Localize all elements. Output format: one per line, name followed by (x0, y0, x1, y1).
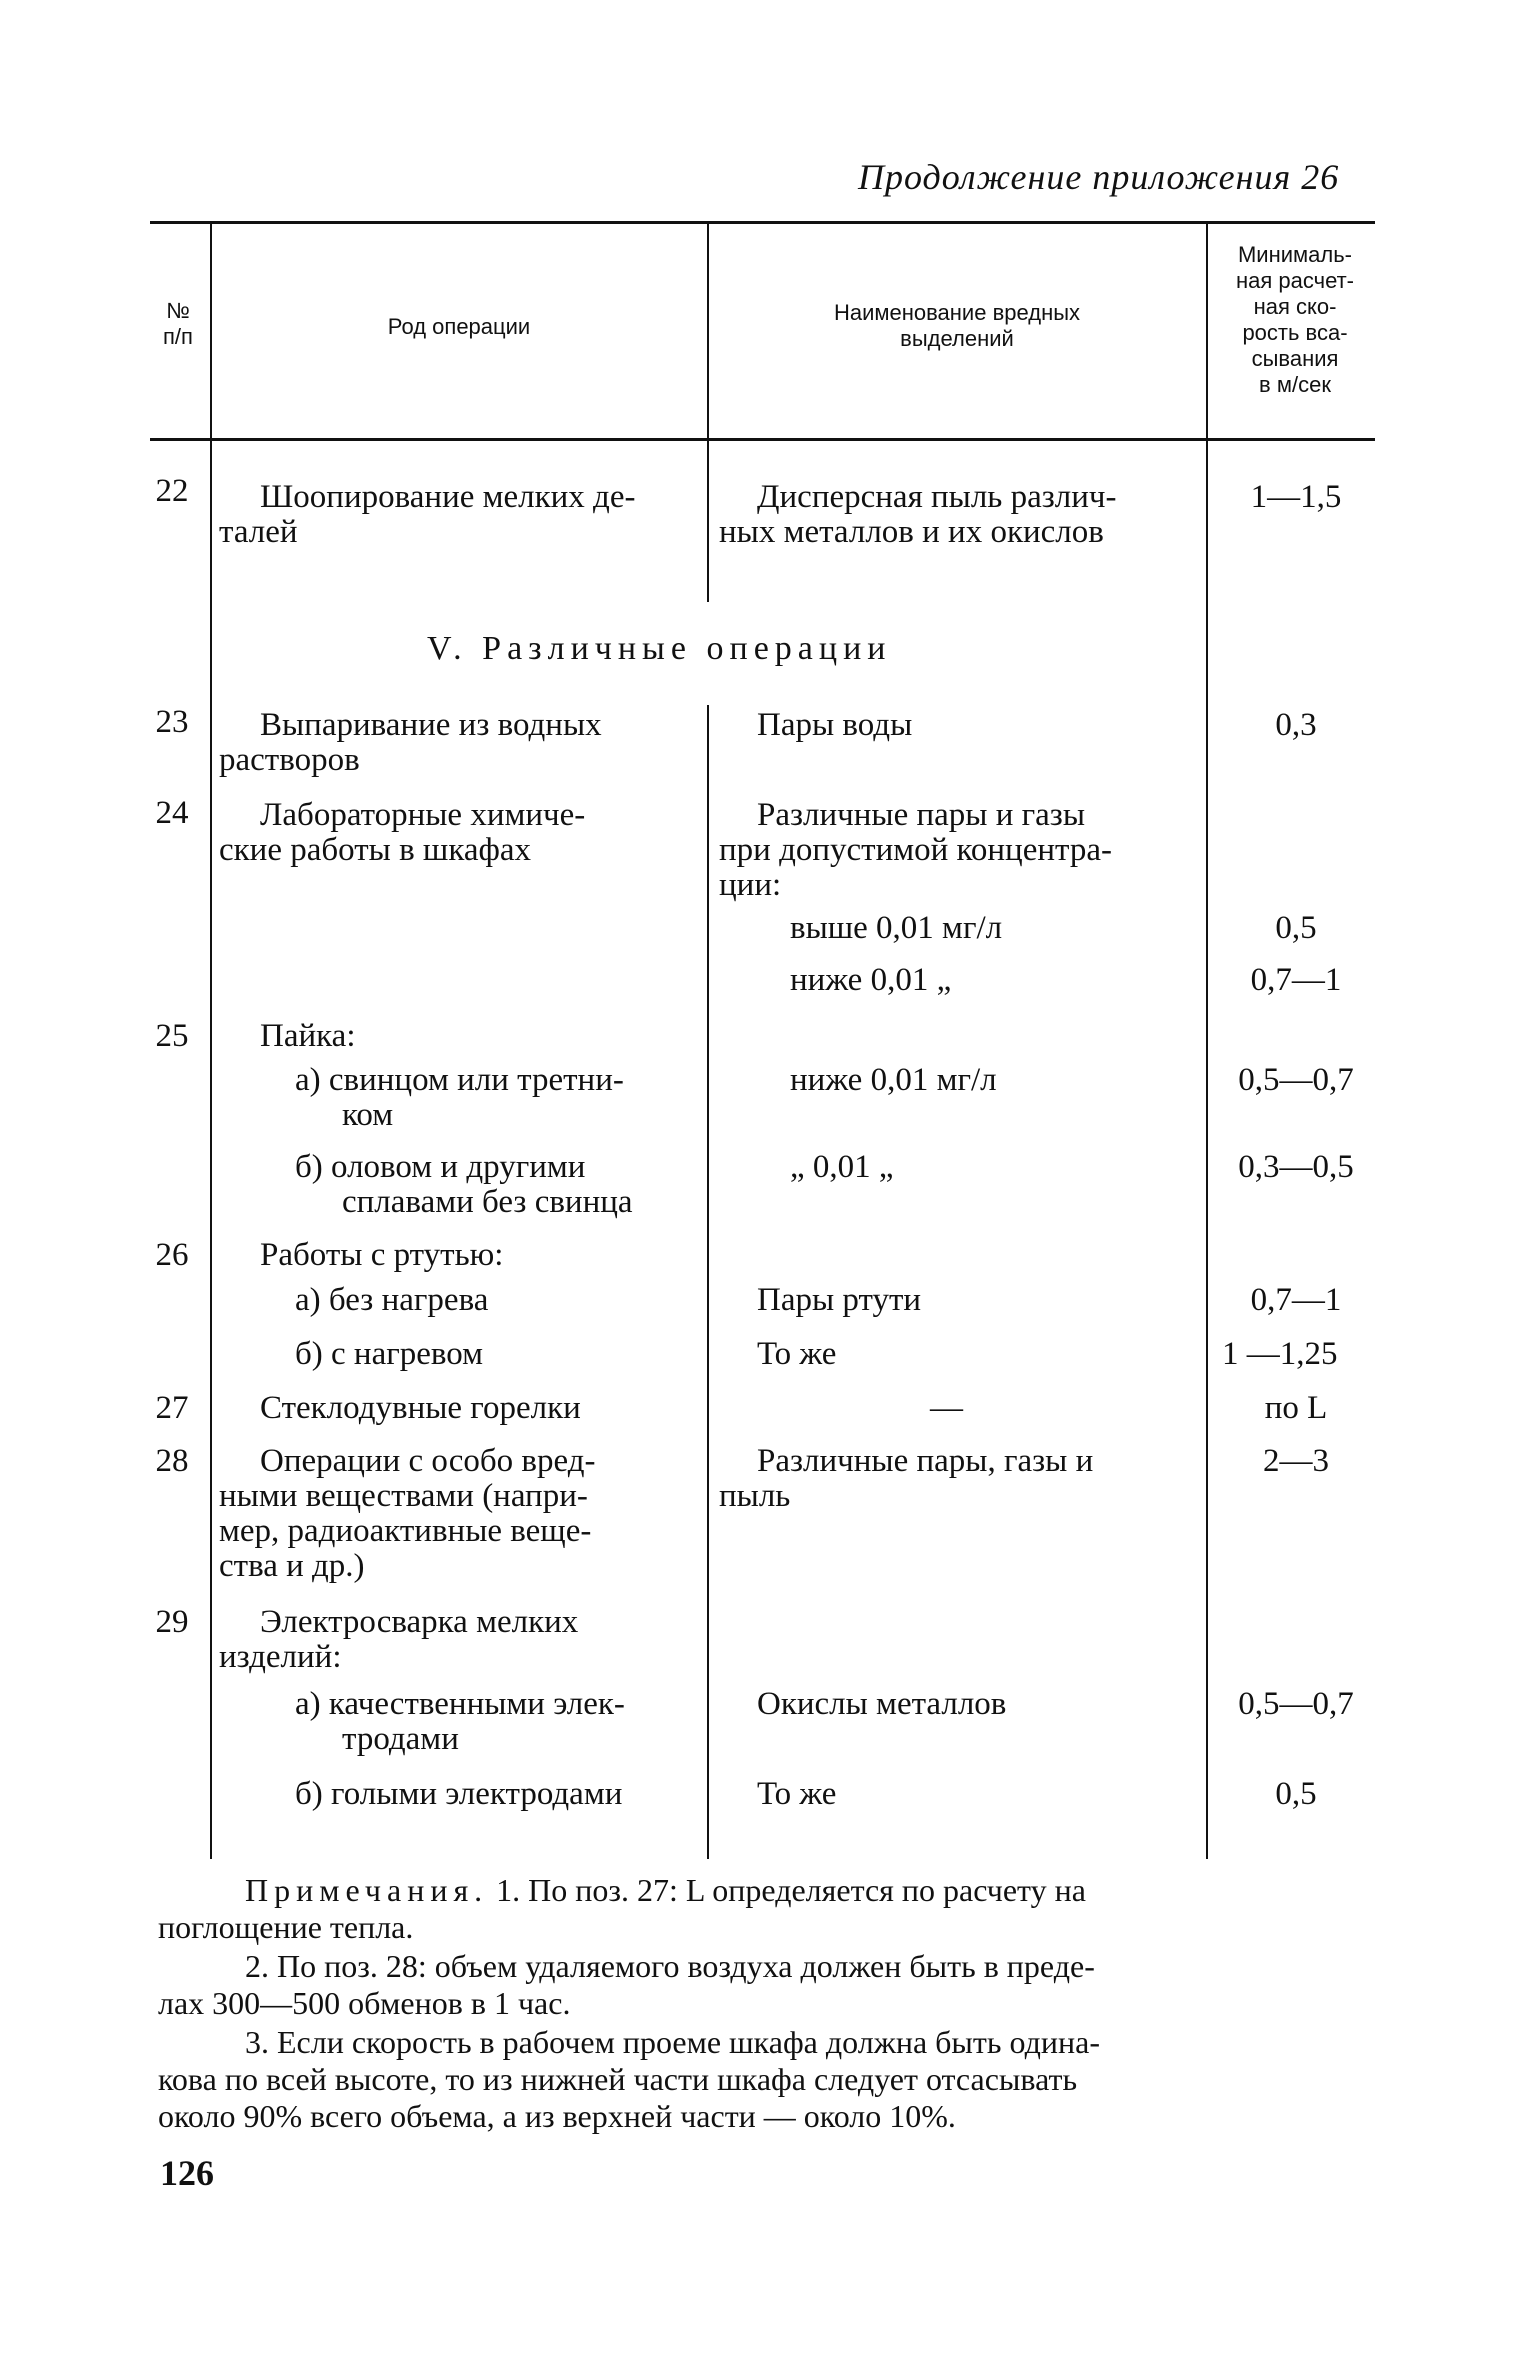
col-header-operation: Род операции (387, 314, 531, 339)
operation-cell: б) голыми электродами (295, 1776, 623, 1812)
speed-cell: 0,7—1 (1250, 962, 1342, 998)
operation-cell: а) качественными элек- (295, 1686, 625, 1722)
row-number: 22 (155, 473, 189, 509)
speed-cell: по L (1264, 1390, 1328, 1426)
notes-heading: Примечания. (245, 1872, 489, 1908)
operation-cell: а) без нагрева (295, 1282, 489, 1318)
page-number: 126 (160, 2153, 214, 2193)
note-1-cont: поглощение тепла. (158, 1909, 414, 1945)
speed-cell: 0,3 (1275, 707, 1317, 743)
speed-cell: 0,5 (1275, 1776, 1317, 1812)
column-divider-2b (707, 705, 709, 1859)
harmful-cell: То же (757, 1776, 837, 1812)
harmful-cell: Окислы металлов (757, 1686, 1007, 1722)
column-divider-3 (1206, 224, 1208, 1859)
harmful-cell: Различные пары, газы и (757, 1443, 1094, 1479)
harmful-cell: при допустимой концентра- (719, 832, 1112, 868)
operation-cell: б) оловом и другими (295, 1149, 586, 1185)
operation-cell: ства и др.) (219, 1548, 365, 1584)
operation-cell: Пайка: (260, 1018, 356, 1054)
table-top-rule (150, 221, 1375, 224)
operation-cell: а) свинцом или третни- (295, 1062, 624, 1098)
operation-cell: талей (219, 514, 298, 550)
operation-cell: Стеклодувные горелки (260, 1390, 581, 1426)
harmful-cell: Пары ртути (757, 1282, 922, 1318)
speed-cell: 0,7—1 (1250, 1282, 1342, 1318)
harmful-cell: То же (757, 1336, 837, 1372)
speed-cell: 2—3 (1263, 1443, 1329, 1479)
running-header: Продолжение приложения 26 (858, 157, 1340, 197)
operation-cell: тродами (342, 1721, 459, 1757)
harmful-cell: „ 0,01 „ (790, 1149, 894, 1185)
note-2: 2. По поз. 28: объем удаляемого воздуха должен быть в преде- (245, 1948, 1095, 1984)
row-number: 25 (155, 1018, 189, 1054)
operation-cell: Шоопирование мелких де- (260, 479, 636, 515)
row-number: 28 (155, 1443, 189, 1479)
harmful-cell: ции: (719, 867, 782, 903)
col-header-num: № п/п (163, 298, 193, 349)
speed-cell: 0,5—0,7 (1238, 1062, 1354, 1098)
operation-cell: Операции с особо вред- (260, 1443, 596, 1479)
speed-cell: 0,5 (1275, 910, 1317, 946)
note-3-cont: кова по всей высоте, то из нижней части шкафа следует отсасывать (158, 2061, 1078, 2097)
harmful-cell: ниже 0,01 „ (790, 962, 952, 998)
speed-cell: 1—1,5 (1250, 479, 1342, 515)
operation-cell: ком (342, 1097, 394, 1133)
column-divider-1 (210, 224, 212, 1859)
speed-cell: 0,3—0,5 (1238, 1149, 1354, 1185)
note-3: 3. Если скорость в рабочем проеме шкафа должна быть одина- (245, 2024, 1100, 2060)
operation-cell: ными веществами (напри- (219, 1478, 588, 1514)
row-number: 26 (155, 1237, 189, 1273)
operation-cell: Выпаривание из водных (260, 707, 602, 743)
note-3-cont: около 90% всего объема, а из верхней части — около 10%. (158, 2098, 956, 2134)
row-number: 27 (155, 1390, 189, 1426)
operation-cell: сплавами без свинца (342, 1184, 633, 1220)
operation-cell: растворов (219, 742, 360, 778)
operation-cell: мер, радиоактивные веще- (219, 1513, 592, 1549)
operation-cell: б) с нагревом (295, 1336, 484, 1372)
note-2-cont: лах 300—500 обменов в 1 час. (158, 1985, 571, 2021)
speed-cell: 0,5—0,7 (1238, 1686, 1354, 1722)
operation-cell: ские работы в шкафах (219, 832, 532, 868)
section-heading: V. Различные операции (427, 630, 892, 667)
harmful-cell: пыль (719, 1478, 791, 1514)
col-header-harmful: Наименование вредных выделений (833, 300, 1081, 351)
operation-cell: изделий: (219, 1639, 342, 1675)
harmful-cell: Дисперсная пыль различ- (757, 479, 1117, 515)
row-number: 23 (155, 704, 189, 740)
operation-cell: Работы с ртутью: (260, 1237, 504, 1273)
harmful-cell: ных металлов и их окислов (719, 514, 1104, 550)
row-number: 29 (155, 1604, 189, 1640)
operation-cell: Лабораторные химиче- (260, 797, 586, 833)
harmful-cell: Различные пары и газы (757, 797, 1086, 833)
table-header-rule (150, 438, 1375, 441)
col-header-speed: Минималь- ная расчет- ная ско- рость вса- сывания в м/сек (1235, 242, 1354, 397)
note-1 (245, 1872, 1086, 1909)
row-number: 24 (155, 795, 189, 831)
note-1-text: 1. По поз. 27: L определяется по расчету на (488, 1872, 1086, 1908)
speed-cell: 1 —1,25 (1222, 1336, 1338, 1372)
harmful-cell: — (930, 1390, 963, 1426)
harmful-cell: Пары воды (757, 707, 913, 743)
harmful-cell: ниже 0,01 мг/л (790, 1062, 997, 1098)
operation-cell: Электросварка мелких (260, 1604, 579, 1640)
harmful-cell: выше 0,01 мг/л (790, 910, 1003, 946)
column-divider-2 (707, 224, 709, 602)
